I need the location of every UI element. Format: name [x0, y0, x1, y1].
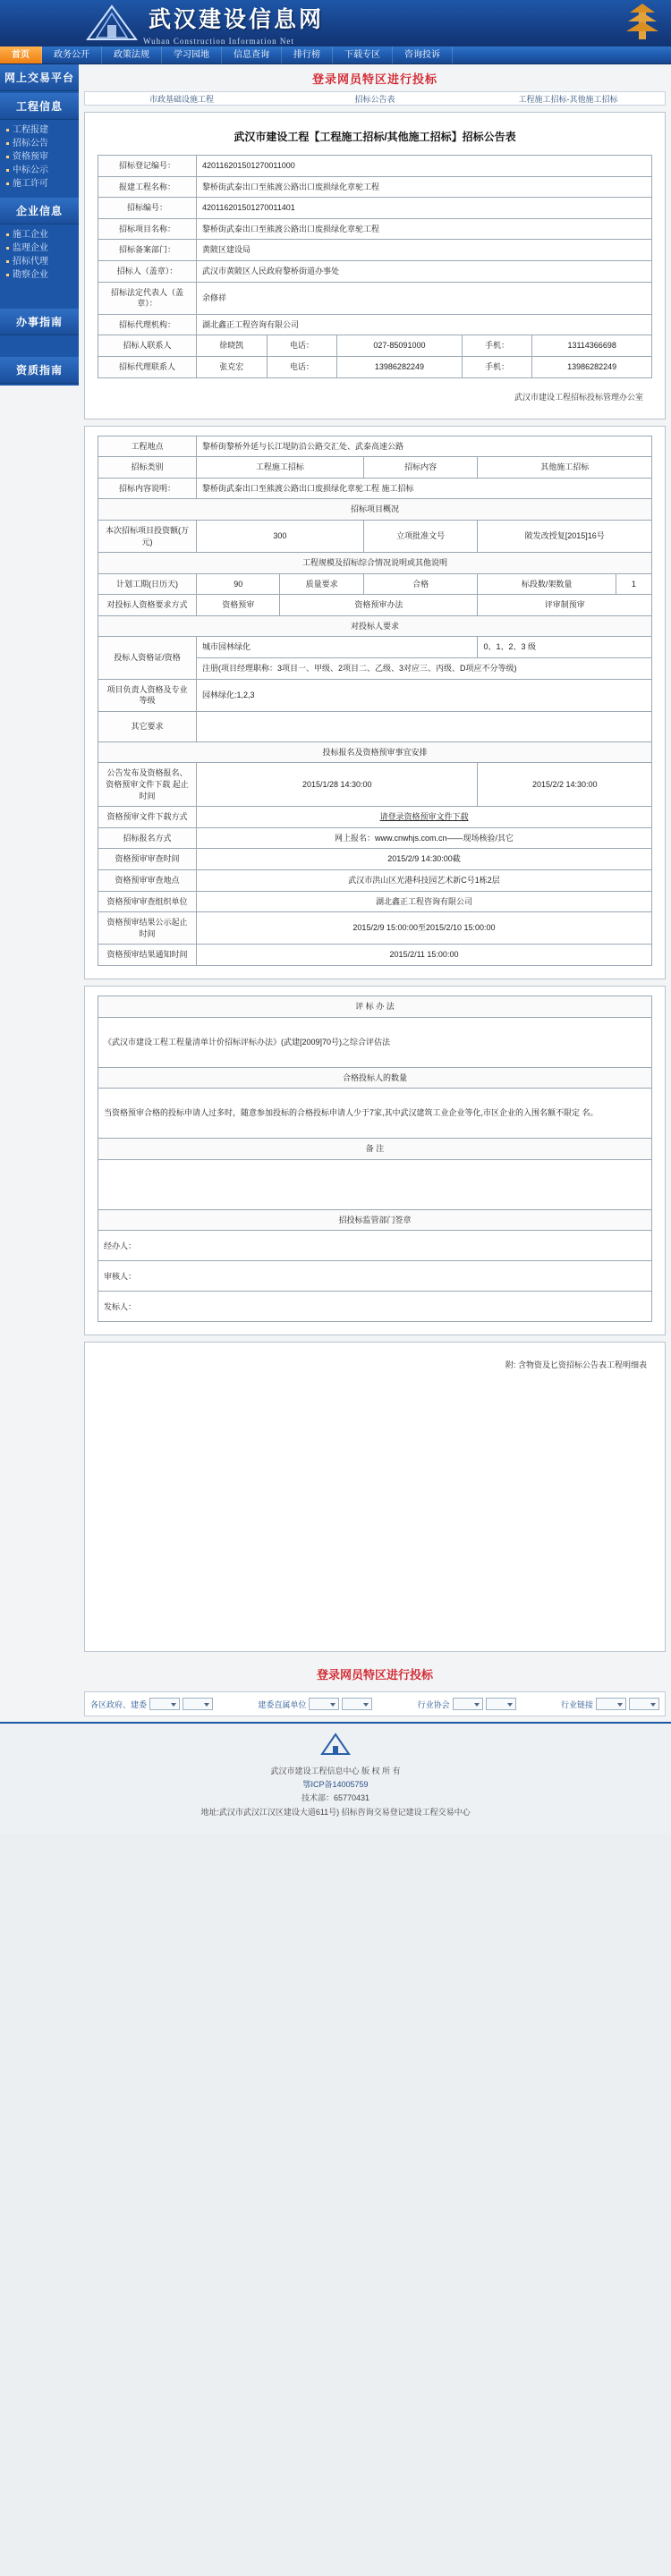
- table-row: [98, 849, 652, 870]
- filter-select-units[interactable]: [309, 1698, 339, 1710]
- contact-label: 招标人联系人: [98, 335, 197, 357]
- field-label: 招标内容: [363, 457, 478, 479]
- breadcrumb: [84, 91, 666, 106]
- sign-issuer: 发标人：: [98, 1292, 652, 1322]
- section-scale: 工程规模及招标综合情况说明或其他说明: [98, 553, 652, 574]
- breadcrumb-item-type[interactable]: 工程施工招标-其他施工招标: [518, 94, 618, 104]
- review-method-label: 资格预审办法: [280, 595, 478, 616]
- field-value: 黄陂区建设局: [197, 240, 652, 261]
- content-area: [0, 64, 671, 1722]
- sidebar-list-project: [0, 120, 79, 196]
- sidebar-block-project: [0, 93, 79, 196]
- table-row: [98, 827, 652, 849]
- bottom-login-banner[interactable]: 登录网员特区进行投标: [316, 1668, 433, 1682]
- filter-group-districts: [90, 1698, 213, 1710]
- bidder-label: 投标人资格证/资格: [98, 637, 197, 679]
- prequal-doc-download-link[interactable]: 请登录资格预审文件下载: [197, 807, 652, 828]
- filter-select-association[interactable]: [453, 1698, 483, 1710]
- table-row: [98, 1261, 652, 1292]
- filter-select-association-2[interactable]: [486, 1698, 516, 1710]
- review-value: 资格预审: [197, 595, 280, 616]
- nav-item-affairs[interactable]: 政务公开: [42, 47, 102, 64]
- footer-tech-phone: 技术部：65770431: [301, 1793, 370, 1803]
- sign-handler: 经办人：: [98, 1231, 652, 1261]
- field-value: 其他施工招标: [478, 457, 652, 479]
- agent-name: 张克宏: [197, 356, 268, 377]
- table-row: [98, 1017, 652, 1067]
- audit-time-label: 资格预审审查时间: [98, 849, 197, 870]
- field-value: 黎桥街武泰出口至熊渡公路出口废损绿化章驼工程: [197, 176, 652, 198]
- content-label: 招标内容说明：: [98, 478, 197, 499]
- site-title-en: Wuhan Construction Information Net: [143, 36, 294, 46]
- field-label: 报建工程名称：: [98, 176, 197, 198]
- bidder-cert-note: 注册(项目经理职称：3项目一、甲级、2项目二、乙级、3对应三、丙级、D项应不分等级): [197, 658, 652, 680]
- field-label: 招标编号：: [98, 198, 197, 219]
- field-value: 工程施工招标: [197, 457, 364, 479]
- field-label: 工程地点: [98, 436, 197, 457]
- filter-select-industry-links[interactable]: [596, 1698, 626, 1710]
- field-label: 招标备案部门：: [98, 240, 197, 261]
- project-overview-sheet: [84, 426, 666, 979]
- table-row: [98, 1231, 652, 1261]
- announce-label: 公告发布及资格报名、资格预审文件下载 起止时间: [98, 763, 197, 807]
- sidebar-block-qualification: [0, 357, 79, 384]
- agent-mobile: 13986282249: [532, 356, 652, 377]
- publicity-value: 2015/2/9 15:00:00至2015/2/10 15:00:00: [197, 912, 652, 945]
- table-row: [98, 891, 652, 912]
- table-row: [98, 1292, 652, 1322]
- quality-value: 合格: [363, 573, 478, 595]
- announce-end: 2015/2/2 14:30:00: [478, 763, 652, 807]
- table-row: [98, 156, 652, 177]
- notify-value: 2015/2/11 15:00:00: [197, 945, 652, 966]
- tender-notice-sheet: [84, 112, 666, 419]
- table-row: [98, 218, 652, 240]
- invest-value: 300: [197, 520, 364, 552]
- approve-label: 立项批准文号: [363, 520, 478, 552]
- sidebar-item-project-register[interactable]: 工程报建: [0, 123, 79, 137]
- sidebar-list-company: [0, 225, 79, 287]
- field-value: 420116201501270011401: [197, 198, 652, 219]
- table-row: [98, 945, 652, 966]
- approve-value: 陂发改授复[2015]16号: [478, 520, 652, 552]
- sidebar-item-supervision-company[interactable]: 监理企业: [0, 242, 79, 255]
- contact-mobile: 13114366698: [532, 335, 652, 357]
- content-value: 黎桥街武泰出口至熊渡公路出口废损绿化章驼工程 施工招标: [197, 478, 652, 499]
- audit-place-value: 武汉市洪山区光港科技园艺术新C号1栋2层: [197, 870, 652, 892]
- breadcrumb-item-notice[interactable]: 招标公告表: [354, 94, 395, 104]
- sidebar-item-tender-agent[interactable]: 招标代理: [0, 255, 79, 268]
- score-label: 标段数/架数量: [478, 573, 616, 595]
- sidebar-block-company: [0, 198, 79, 287]
- nav-item-study[interactable]: 学习园地: [162, 47, 222, 64]
- table-row: [98, 282, 652, 314]
- sidebar-item-construction-permit[interactable]: 施工许可: [0, 177, 79, 191]
- table-row: [98, 1067, 652, 1089]
- page-title: 武汉市建设工程【工程施工招标/其他施工招标】招标公告表: [234, 131, 516, 143]
- nav-item-ranking[interactable]: 排行榜: [282, 47, 333, 64]
- audit-time-value: 2015/2/9 14:30:00截: [197, 849, 652, 870]
- field-label: 招标代理机构：: [98, 314, 197, 335]
- qualified-count-text: 当资格预审合格的投标申请人过多时，随意参加投标的合格投标申请人少于7家,其中武汉建筑工业企业等化,市区企业的入围名额不限定 名。: [98, 1089, 652, 1139]
- table-row: [98, 499, 652, 521]
- site-title: 武汉建设信息网: [149, 6, 325, 32]
- table-row: [98, 240, 652, 261]
- section-project: 招标项目概况: [98, 499, 652, 521]
- bidder-cert-name: 城市园林绿化: [197, 637, 478, 658]
- field-label: 招标类别: [98, 457, 197, 479]
- table-row: [98, 870, 652, 892]
- footer-copyright: 武汉市建设工程信息中心 版 权 所 有: [270, 1766, 401, 1775]
- field-label: 招标登记编号：: [98, 156, 197, 177]
- other-value: [197, 711, 652, 741]
- issuing-office-stamp: 武汉市建设工程招标投标管理办公室: [514, 392, 643, 402]
- table-row: [98, 679, 652, 711]
- remark-text: [98, 1159, 652, 1209]
- footer-address: 地址:武汉市武汉江汉区建设大道611号) 招标咨询交易登记建设工程交易中心: [200, 1807, 471, 1817]
- table-row: [98, 314, 652, 335]
- field-value: 黎桥街黎桥外延与长江堤防沿公路交汇处、武泰高速公路: [197, 436, 652, 457]
- table-row: [98, 478, 652, 499]
- site-header: [0, 0, 671, 47]
- contact-phone: 027-85091000: [337, 335, 463, 357]
- project-overview-table: [98, 436, 652, 966]
- field-label: 招标法定代表人（盖章）：: [98, 282, 197, 314]
- contact-name: 徐晓凯: [197, 335, 268, 357]
- bidder-cert-level: 0、1、2、3 级: [478, 637, 652, 658]
- sidebar-block-title[interactable]: 办事指南: [0, 309, 79, 335]
- project-leader-label: 项目负责人资格及专业等级: [98, 679, 197, 711]
- nav-item-download[interactable]: 下载专区: [333, 47, 393, 64]
- table-row: [98, 520, 652, 552]
- attachment-note: 附: 含物资及匕资招标公告表工程明细表: [505, 1360, 647, 1370]
- agent-phone: 13986282249: [337, 356, 463, 377]
- publicity-label: 资格预审结果公示起止时间: [98, 912, 197, 945]
- filter-select-districts[interactable]: [149, 1698, 180, 1710]
- score-value: 1: [616, 573, 651, 595]
- footer-logo-icon: [0, 1733, 671, 1760]
- sidebar-item-survey-company[interactable]: 勘察企业: [0, 268, 79, 282]
- table-row: [98, 553, 652, 574]
- audit-unit-label: 资格预审审查组织单位: [98, 891, 197, 912]
- table-row: [98, 457, 652, 479]
- agent-phone-label: 电话：: [267, 356, 337, 377]
- section-qualified-count: 合格投标人的数量: [98, 1067, 652, 1089]
- audit-place-label: 资格预审审查地点: [98, 870, 197, 892]
- field-label: 招标人（盖章）：: [98, 260, 197, 282]
- duration-label: 计划工期(日历天): [98, 573, 197, 595]
- table-row: [98, 996, 652, 1017]
- section-evaluation-method: 评 标 办 法: [98, 996, 652, 1017]
- field-value: 黎桥街武泰出口至熊渡公路出口废损绿化章驼工程: [197, 218, 652, 240]
- review-method-value: 评审制预审: [478, 595, 652, 616]
- contact-phone-label: 电话：: [267, 335, 337, 357]
- table-row: [98, 615, 652, 637]
- section-supervision-sign: 招投标监管部门签章: [98, 1209, 652, 1231]
- agent-label: 招标代理联系人: [98, 356, 197, 377]
- sidebar-item-winner-publicity[interactable]: 中标公示: [0, 164, 79, 177]
- contact-mobile-label: 手机：: [462, 335, 532, 357]
- table-row: [98, 1159, 652, 1209]
- quality-label: 质量要求: [280, 573, 363, 595]
- filter-label-industry-links: 行业链接: [560, 1699, 593, 1709]
- table-row: [98, 176, 652, 198]
- project-leader-value: 园林绿化:1,2,3: [197, 679, 652, 711]
- table-row: [98, 198, 652, 219]
- table-row: [98, 1139, 652, 1160]
- agent-mobile-label: 手机：: [462, 356, 532, 377]
- filter-select-industry-links-2[interactable]: [629, 1698, 659, 1710]
- sidebar-block-guide: [0, 309, 79, 335]
- invest-label: 本次招标项目投资额(万元): [98, 520, 197, 552]
- table-row: [98, 595, 652, 616]
- prequal-doc-label: 资格预审文件下载方式: [98, 807, 197, 828]
- nav-item-policy[interactable]: 政策法规: [102, 47, 162, 64]
- footer-link-selects: [84, 1691, 666, 1716]
- sidebar-item-prequalification[interactable]: 资格预审: [0, 150, 79, 164]
- evaluation-method-text: 《武汉市建设工程工程量清单计价招标评标办法》(武建[2009]70号)之综合评估法: [98, 1017, 652, 1067]
- sidebar-block-title[interactable]: 资质指南: [0, 357, 79, 384]
- table-row-agent-contact: [98, 356, 652, 377]
- nav-item-query[interactable]: 信息查询: [222, 47, 282, 64]
- sidebar: [0, 64, 79, 386]
- site-footer: [0, 1722, 671, 1833]
- sidebar-spacer: [0, 337, 79, 357]
- attachment-blank-area: [98, 1370, 652, 1639]
- table-row: [98, 912, 652, 945]
- table-row: [98, 1089, 652, 1139]
- field-value: 湖北鑫正工程咨询有限公司: [197, 314, 652, 335]
- sidebar-item-construction-company[interactable]: 施工企业: [0, 228, 79, 242]
- table-row: [98, 260, 652, 282]
- nav-item-complaint[interactable]: 咨询投诉: [393, 47, 453, 64]
- field-value: 420116201501270011000: [197, 156, 652, 177]
- filter-label-districts: 各区政府、建委: [90, 1699, 148, 1709]
- other-label: 其它要求: [98, 711, 197, 741]
- table-row: [98, 807, 652, 828]
- attachment-sheet: [84, 1342, 666, 1652]
- table-row: [98, 573, 652, 595]
- filter-select-districts-2[interactable]: [183, 1698, 213, 1710]
- footer-icp: 鄂ICP备14005759: [302, 1779, 369, 1789]
- notify-label: 资格预审结果通知时间: [98, 945, 197, 966]
- evaluation-table: [98, 996, 652, 1322]
- signup-value: 网上报名：www.cnwhjs.com.cn——现场核验/其它: [197, 827, 652, 849]
- nav-item-home[interactable]: 首页: [0, 47, 42, 64]
- table-row-contact: [98, 335, 652, 357]
- field-value: 余修祥: [197, 282, 652, 314]
- sidebar-block-title[interactable]: 网上交易平台: [0, 64, 79, 91]
- sidebar-block-trading: [0, 64, 79, 91]
- table-row: [98, 711, 652, 741]
- main-column: [79, 64, 671, 1722]
- pagoda-icon: [621, 2, 664, 45]
- section-remark: 备 注: [98, 1139, 652, 1160]
- sign-reviewer: 审核人：: [98, 1261, 652, 1292]
- tender-notice-table: [98, 155, 652, 378]
- filter-select-units-2[interactable]: [342, 1698, 372, 1710]
- field-value: 武汉市黄陂区人民政府黎桥街道办事处: [197, 260, 652, 282]
- table-row: [98, 637, 652, 658]
- signup-label: 招标报名方式: [98, 827, 197, 849]
- filter-group-units: [258, 1698, 372, 1710]
- sidebar-item-tender-notice[interactable]: 招标公告: [0, 137, 79, 150]
- field-label: 招标项目名称：: [98, 218, 197, 240]
- filter-label-association: 行业协会: [417, 1699, 450, 1709]
- login-banner[interactable]: 登录网员特区进行投标: [311, 72, 437, 86]
- evaluation-sheet: [84, 986, 666, 1335]
- sidebar-block-title[interactable]: 企业信息: [0, 198, 79, 225]
- duration-value: 90: [197, 573, 280, 595]
- filter-group-association: [418, 1698, 516, 1710]
- building-logo-icon: [81, 2, 143, 45]
- breadcrumb-item-category[interactable]: 市政基础设施工程: [149, 94, 214, 104]
- filter-group-industry-links: [561, 1698, 659, 1710]
- main-nav[interactable]: [0, 47, 671, 64]
- sidebar-block-title[interactable]: 工程信息: [0, 93, 79, 120]
- sidebar-spacer: [0, 289, 79, 309]
- section-events: 投标报名及资格预审事宜安排: [98, 741, 652, 763]
- table-row: [98, 763, 652, 807]
- table-row: [98, 1209, 652, 1231]
- table-row: [98, 436, 652, 457]
- review-label: 对投标人资格要求方式: [98, 595, 197, 616]
- announce-start: 2015/1/28 14:30:00: [197, 763, 478, 807]
- table-row: [98, 741, 652, 763]
- audit-unit-value: 湖北鑫正工程咨询有限公司: [197, 891, 652, 912]
- filter-label-units: 建委直属单位: [258, 1699, 307, 1709]
- section-requirement: 对投标人要求: [98, 615, 652, 637]
